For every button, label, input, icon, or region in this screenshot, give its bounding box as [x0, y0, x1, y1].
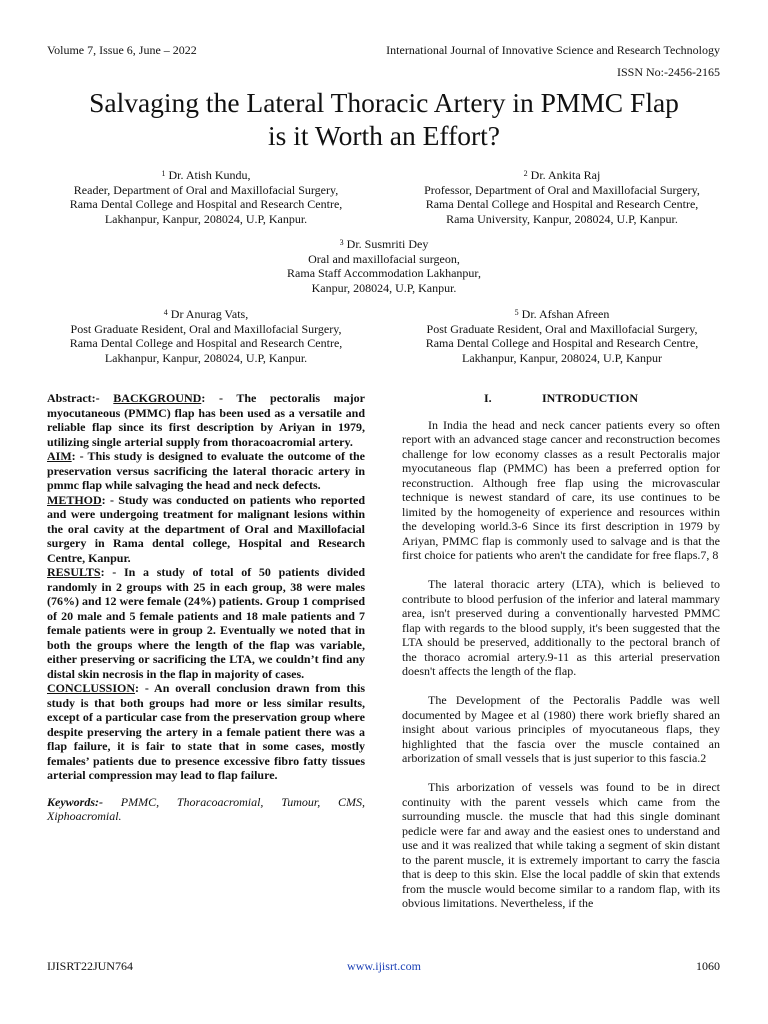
author-affiliation: Professor, Department of Oral and Maxillofacial Surgery,: [424, 182, 700, 197]
keywords-label: Keywords:-: [47, 794, 103, 809]
section-heading: [402, 391, 720, 406]
author-affiliation: Lakhanpur, Kanpur, 208024, U.P, Kanpur.: [104, 211, 308, 226]
author-name: Dr. Ankita Raj: [530, 168, 601, 182]
abstract-aim: [47, 449, 365, 493]
intro-paragraph-2: The lateral thoracic artery (LTA), which is believed to contribute to blood perfusion of the inferior and lateral mammary area, isn't preserved during a conventionally harvested PMMC flap with regards to the blood supply, it's been suggested that the LTA should be preserved, additionally to the pectoral branch of the thoraco acromial artery.9-11 as this arterial preservation doesn't affects the length of the flap.: [402, 577, 720, 678]
page-number: 1060: [696, 959, 720, 973]
author-affiliation: Lakhanpur, Kanpur, 208024, U.P, Kanpur.: [104, 350, 308, 365]
abstract-conclusion: [47, 681, 365, 783]
intro-paragraph-1: In India the head and neck cancer patients every so often report with an advanced stage cancer and reconstruction becomes challenge for low economy classes as a result Pectoralis major myocutaneous flap (PMMC) has been a preferred option for reconstruction. Although free flap using the microvascular technique is newest standard of care, its use continues to be limited by the homogeneity of experience and resources within the developing world.3-6 Since its first description in 1979 by Ariyan, PMMC flap is commonly used to salvage and is that the first choice for patients who aren't the candidate for free flaps.7, 8: [402, 417, 720, 562]
author-number: 2: [523, 169, 528, 178]
author-block-2: [403, 168, 721, 226]
background-label: BACKGROUND: [113, 391, 202, 405]
author-name: Dr Anurag Vats,: [170, 307, 249, 321]
results-label: RESULTS: [47, 565, 101, 579]
author-block-4: [47, 307, 365, 365]
author-name: Dr. Susmriti Dey: [346, 237, 429, 251]
article-id: IJISRT22JUN764: [47, 959, 133, 973]
title-line-1: Salvaging the Lateral Thoracic Artery in PMMC Flap: [89, 87, 679, 118]
author-number: 1: [161, 169, 166, 178]
keywords: [47, 795, 365, 824]
section-title: INTRODUCTION: [541, 391, 638, 405]
author-number: 5: [514, 308, 519, 317]
conclusion-label: CONCLUSSION: [47, 681, 136, 695]
keywords-text: PMMC, Thoracoacromial, Tumour, CMS, Xiphoacromial.: [47, 794, 365, 823]
author-number: 4: [163, 308, 168, 317]
paper-title: [40, 86, 728, 152]
author-number: 3: [339, 238, 344, 247]
intro-paragraph-4: This arborization of vessels was found to be in direct continuity with the parent vessels which came from the surrounding muscle. the muscle that had this single dominant pedicle were far and away and the easiest ones to understand and use and it was realized that while taking a segment of skin distant to the parent muscle, it is extremely important to carry the fascia that is deep to this skin. Else the local paddle of skin that extends from the muscle would become similar to a random flap, with its obvious limitations. Nevertheless, if the: [402, 780, 720, 910]
aim-text: : - This study is designed to evaluate the outcome of the preservation versus sacrificing the lateral thoracic artery in pmmc flap while salvaging the head and neck defects.: [47, 449, 365, 492]
author-block-3: [234, 237, 534, 295]
journal-name: International Journal of Innovative Science and Research Technology: [386, 43, 720, 57]
author-affiliation: Oral and maxillofacial surgeon,: [308, 251, 460, 266]
author-affiliation: Rama University, Kanpur, 208024, U.P, Kanpur.: [446, 211, 678, 226]
author-affiliation: Rama Dental College and Hospital and Research Centre,: [69, 336, 343, 351]
author-block-1: [47, 168, 365, 226]
abstract-column: [47, 391, 365, 824]
author-affiliation: Reader, Department of Oral and Maxillofacial Surgery,: [73, 182, 339, 197]
author-affiliation: Rama Dental College and Hospital and Research Centre,: [425, 197, 699, 212]
method-text: : - Study was conducted on patients who reported and were undergoing treatment for malignant lesions within the oral cavity at the department of Oral and Maxillofacial surgery in Rama dental college, Hospital and Research Centre, Kanpur.: [47, 492, 365, 565]
abstract-lead: Abstract:-: [47, 391, 114, 405]
intro-paragraph-3: The Development of the Pectoralis Paddle was well documented by Magee et al (1980) there work briefly shared an insight about various principles of myocutaneous flaps, they highlighted that the fascia over the muscle contained an arborization of small vessels that is just superior to this fascia.2: [402, 693, 720, 765]
author-affiliation: Rama Dental College and Hospital and Research Centre,: [425, 336, 699, 351]
title-line-2: is it Worth an Effort?: [267, 120, 500, 151]
author-name: Dr. Atish Kundu,: [168, 168, 251, 182]
conclusion-text: : - An overall conclusion drawn from this study is that both groups had more or less similar results, except of a particular case from the preservation group where despite preserving the artery in a female patient there was a flap failure, it is fair to state that in some cases, mostly females’ patients due to presence excessive fibro fatty tissues arterial compression may lead to flap failure.: [47, 681, 365, 782]
author-affiliation: Lakhanpur, Kanpur, 208024, U.P, Kanpur: [461, 350, 662, 365]
journal-website-link[interactable]: www.ijisrt.com: [347, 959, 421, 973]
author-affiliation: Rama Staff Accommodation Lakhanpur,: [287, 266, 481, 281]
section-number: I.: [483, 391, 492, 405]
journal-volume: Volume 7, Issue 6, June – 2022: [47, 43, 197, 57]
abstract-results: [47, 565, 365, 681]
introduction-column: [402, 391, 720, 911]
issn: ISSN No:-2456-2165: [616, 65, 720, 79]
abstract-background: [47, 391, 365, 449]
results-text: : - In a study of total of 50 patients divided randomly in 2 groups with 25 in each group, 38 were males (76%) and 12 were female (24%) patients. Group 1 comprised of 20 male and 5 female patients and 18 male patients and 7 female patients were in group 2. Eventually we noted that in both the groups where the length of the flap was variable, either preserving or sacrificing the LTA, we couldn’t find any distal skin necrosis in the flap in majority of cases.: [47, 565, 365, 681]
author-affiliation: Post Graduate Resident, Oral and Maxillofacial Surgery,: [70, 321, 342, 336]
abstract-method: [47, 493, 365, 566]
aim-label: AIM: [47, 449, 72, 463]
author-affiliation: Post Graduate Resident, Oral and Maxillofacial Surgery,: [426, 321, 698, 336]
author-block-5: [403, 307, 721, 365]
author-affiliation: Kanpur, 208024, U.P, Kanpur.: [311, 280, 457, 295]
author-affiliation: Rama Dental College and Hospital and Research Centre,: [69, 197, 343, 212]
author-name: Dr. Afshan Afreen: [521, 307, 610, 321]
method-label: METHOD: [47, 492, 102, 507]
background-text: : - The pectoralis major myocutaneous (PMMC) flap has been used as a versatile and reliable flap since its first description by Ariyan in 1979, utilizing single arterial supply from thoracoacromial artery.: [47, 391, 365, 449]
